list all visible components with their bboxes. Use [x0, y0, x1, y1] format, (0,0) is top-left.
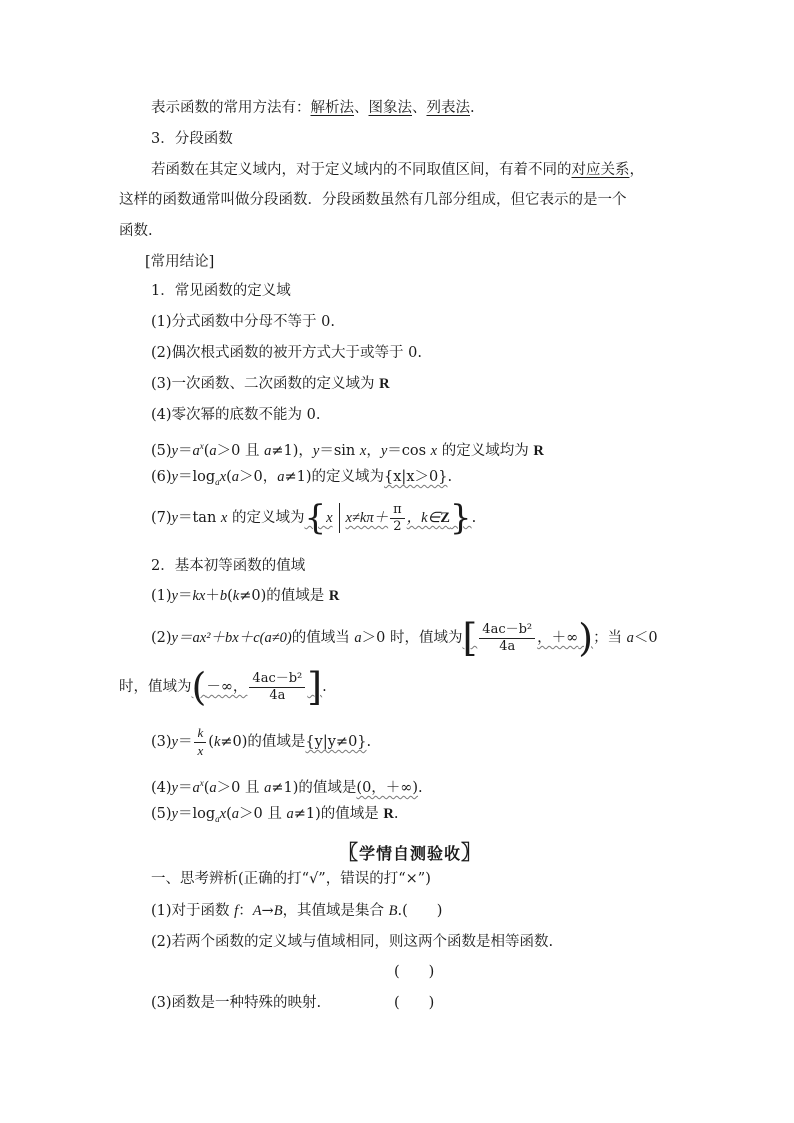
domain-item-6: [151, 467, 452, 493]
paren: ): [578, 616, 594, 660]
var: k: [232, 588, 240, 604]
method-table: 列表法: [426, 100, 470, 116]
range-item-2: [151, 618, 658, 658]
question-2-answer-blank: ( ): [394, 964, 435, 980]
answer-blank: .( ): [397, 903, 443, 919]
bracket: [: [462, 616, 478, 660]
var: a: [209, 442, 217, 459]
quadratic-range-negative: [191, 665, 323, 709]
text: ≠1)的值域是: [293, 806, 384, 822]
denominator: 4a: [269, 687, 286, 703]
text: ＞0 且: [216, 442, 265, 459]
range-item-1: [151, 586, 339, 606]
text: ＝: [177, 779, 193, 796]
domain-item-1: (1)分式函数中分母不等于 0.: [151, 314, 335, 330]
inverse-range-answer: {y|y≠0}: [305, 734, 367, 750]
var: x: [326, 510, 333, 526]
piecewise-para-line3: 函数.: [119, 223, 153, 239]
text: ；当: [593, 630, 627, 646]
var: a: [231, 806, 239, 822]
brace: }: [449, 498, 472, 538]
domain-item-5: [151, 436, 544, 461]
para-text: 若函数在其定义域内，对于定义域内的不同取值区间，有着不同的: [151, 162, 572, 178]
text: (: [227, 588, 233, 604]
text: －∞，: [206, 679, 248, 695]
domain-heading: 1．常见函数的定义域: [151, 283, 291, 299]
text: (: [226, 469, 232, 485]
var: B: [388, 903, 398, 919]
var: A: [252, 903, 262, 919]
range-item-3: [151, 722, 371, 762]
text: ＜0: [633, 630, 658, 646]
var: x: [359, 442, 367, 459]
text: ＋: [205, 588, 220, 604]
var: a: [277, 469, 285, 485]
question-1: [151, 901, 442, 921]
text: ＝: [177, 442, 193, 459]
var: f: [234, 903, 239, 919]
integer-set: Z: [440, 510, 450, 526]
method-analytic: 解析法: [310, 100, 354, 116]
text: ＝log: [177, 806, 216, 822]
method-graph: 图象法: [368, 100, 412, 116]
var: ，k∈: [406, 510, 441, 526]
text: .: [366, 734, 372, 750]
real-set: R: [328, 588, 340, 604]
quadratic-range-positive: [462, 616, 594, 660]
var: a: [209, 779, 217, 796]
question-2: (2)若两个函数的定义域与值域相同，则这两个函数是相等函数.: [151, 934, 554, 950]
text: ＞0，: [239, 469, 278, 485]
var: y: [380, 442, 388, 459]
bracket: 〗: [461, 840, 483, 864]
text: .: [471, 510, 477, 526]
text: ，: [366, 442, 381, 459]
text: (1): [151, 588, 172, 604]
denominator: 2: [393, 518, 402, 534]
var: y: [171, 510, 178, 526]
comma: ，: [629, 162, 644, 178]
numerator: 4ac－b²: [479, 622, 535, 639]
text: ≠0)的值域是: [220, 734, 306, 750]
tan-domain-answer: [304, 498, 472, 538]
text: ：: [238, 903, 253, 919]
var: a: [286, 806, 294, 822]
domain-item-4: (4)零次幂的底数不能为 0.: [151, 407, 321, 423]
banner-title: 学情自测验收: [359, 844, 462, 863]
text: (: [208, 734, 214, 750]
section-3-heading: 3．分段函数: [151, 131, 233, 147]
pi-over-2: [390, 502, 405, 535]
var: y: [171, 806, 178, 822]
vertex-fraction: [249, 671, 305, 704]
numerator: [194, 725, 206, 743]
brace: {: [304, 498, 327, 538]
text: (1)对于函数: [151, 903, 235, 919]
k-over-x: [194, 725, 206, 760]
var: x: [219, 806, 227, 822]
text: ≠0)的值域是: [239, 588, 329, 604]
text: ＝sin: [319, 442, 360, 459]
log-domain-answer: {x|x＞0}: [384, 469, 448, 485]
paren: (: [191, 665, 207, 709]
text: .: [322, 679, 327, 695]
var: a: [354, 630, 362, 646]
var: y: [171, 588, 178, 604]
var: x≠kπ＋: [345, 510, 389, 526]
text: ＝log: [177, 469, 216, 485]
text: (3): [151, 734, 172, 750]
real-set: R: [533, 442, 544, 459]
text: ≠1)的值域是: [271, 779, 357, 796]
text: .: [447, 469, 453, 485]
text: 的定义域均为: [437, 442, 534, 459]
text: (7): [151, 510, 172, 526]
question-heading: 一、思考辨析(正确的打“√”，错误的打“×”): [151, 871, 431, 887]
separator: 、: [412, 100, 427, 116]
var: B: [273, 903, 283, 919]
text: 时，值域为: [119, 679, 192, 695]
var: k: [213, 734, 221, 750]
piecewise-para-line2: 这样的函数通常叫做分段函数．分段函数虽然有几部分组成，但它表示的是一个: [119, 192, 627, 208]
var: x: [199, 778, 204, 788]
text: (4): [151, 779, 172, 796]
var: x: [219, 469, 227, 485]
var: a: [231, 469, 239, 485]
domain-item-7: [151, 498, 476, 538]
quadratic-expression: y＝ax²＋bx＋c(a≠0): [171, 630, 292, 646]
text: ＝tan: [177, 510, 221, 526]
set-bar: [339, 503, 340, 533]
real-set: R: [379, 376, 390, 392]
var: a: [215, 476, 220, 487]
var: a: [192, 779, 200, 796]
text: (2): [151, 630, 172, 646]
text: (6): [151, 469, 172, 485]
conclusions-tag: [常用结论]: [145, 254, 215, 270]
exp-range-answer: (0，＋∞): [356, 779, 419, 796]
var: y: [171, 469, 178, 485]
self-test-banner: [338, 836, 482, 865]
text: ，其值域是集合: [282, 903, 389, 919]
numerator: 4ac－b²: [249, 671, 305, 688]
text: (: [203, 779, 210, 796]
denominator: [194, 743, 206, 760]
text: ≠1)的定义域为: [284, 469, 385, 485]
domain-item-3: [151, 374, 390, 394]
piecewise-para-line1: [151, 160, 644, 180]
real-set: R: [383, 806, 394, 822]
question-3-answer-blank: ( ): [394, 995, 435, 1011]
numerator: π: [390, 502, 405, 519]
text: 的定义域为: [227, 510, 305, 526]
text: (5): [151, 806, 172, 822]
range-item-4: [151, 773, 423, 798]
correspondence-term: 对应关系: [571, 162, 630, 178]
bracket: ]: [307, 665, 323, 709]
vertex-fraction: [479, 622, 535, 655]
var: k: [197, 724, 204, 740]
var: b: [219, 588, 228, 604]
text: (3)函数是一种特殊的映射.: [151, 995, 322, 1011]
var: y: [312, 442, 320, 459]
text: ＞0 时，值域为: [361, 630, 463, 646]
domain-item-2: (2)偶次根式函数的被开方式大于或等于 0.: [151, 345, 422, 361]
text: ＝: [177, 734, 193, 750]
text: 的值域当: [291, 630, 355, 646]
var: a: [264, 779, 272, 796]
var: y: [171, 442, 178, 459]
methods-line: [151, 98, 475, 118]
var: y: [171, 779, 178, 796]
var: a: [215, 813, 220, 824]
methods-text: 表示函数的常用方法有：: [151, 100, 311, 116]
separator: 、: [354, 100, 369, 116]
period: .: [470, 100, 475, 116]
var: kx: [192, 588, 206, 604]
arrow-icon: →: [261, 903, 274, 919]
text: (5): [151, 442, 172, 459]
text: ＝: [177, 588, 193, 604]
text: ＞0 且: [216, 779, 265, 796]
var: x: [197, 742, 204, 758]
var: y: [171, 734, 178, 750]
var: x: [199, 441, 204, 451]
text: (: [226, 806, 232, 822]
text: ，＋∞: [537, 630, 579, 646]
range-item-5: [151, 804, 398, 830]
text: ＞0 且: [239, 806, 287, 822]
range-item-2-cont: [119, 667, 327, 707]
var: x: [220, 510, 228, 526]
var: a: [192, 442, 200, 459]
question-3: [151, 993, 321, 1013]
var: a: [626, 630, 634, 646]
range-heading: 2．基本初等函数的值域: [151, 558, 306, 574]
var: x: [430, 442, 438, 459]
text: .: [393, 806, 399, 822]
text: ＝cos: [387, 442, 431, 459]
denominator: 4a: [499, 638, 516, 654]
text: (: [203, 442, 210, 459]
bracket: 〖: [338, 840, 359, 864]
var: a: [264, 442, 272, 459]
text: (3)一次函数、二次函数的定义域为: [151, 376, 380, 392]
text: ≠1)，: [271, 442, 313, 459]
text: .: [418, 779, 423, 796]
